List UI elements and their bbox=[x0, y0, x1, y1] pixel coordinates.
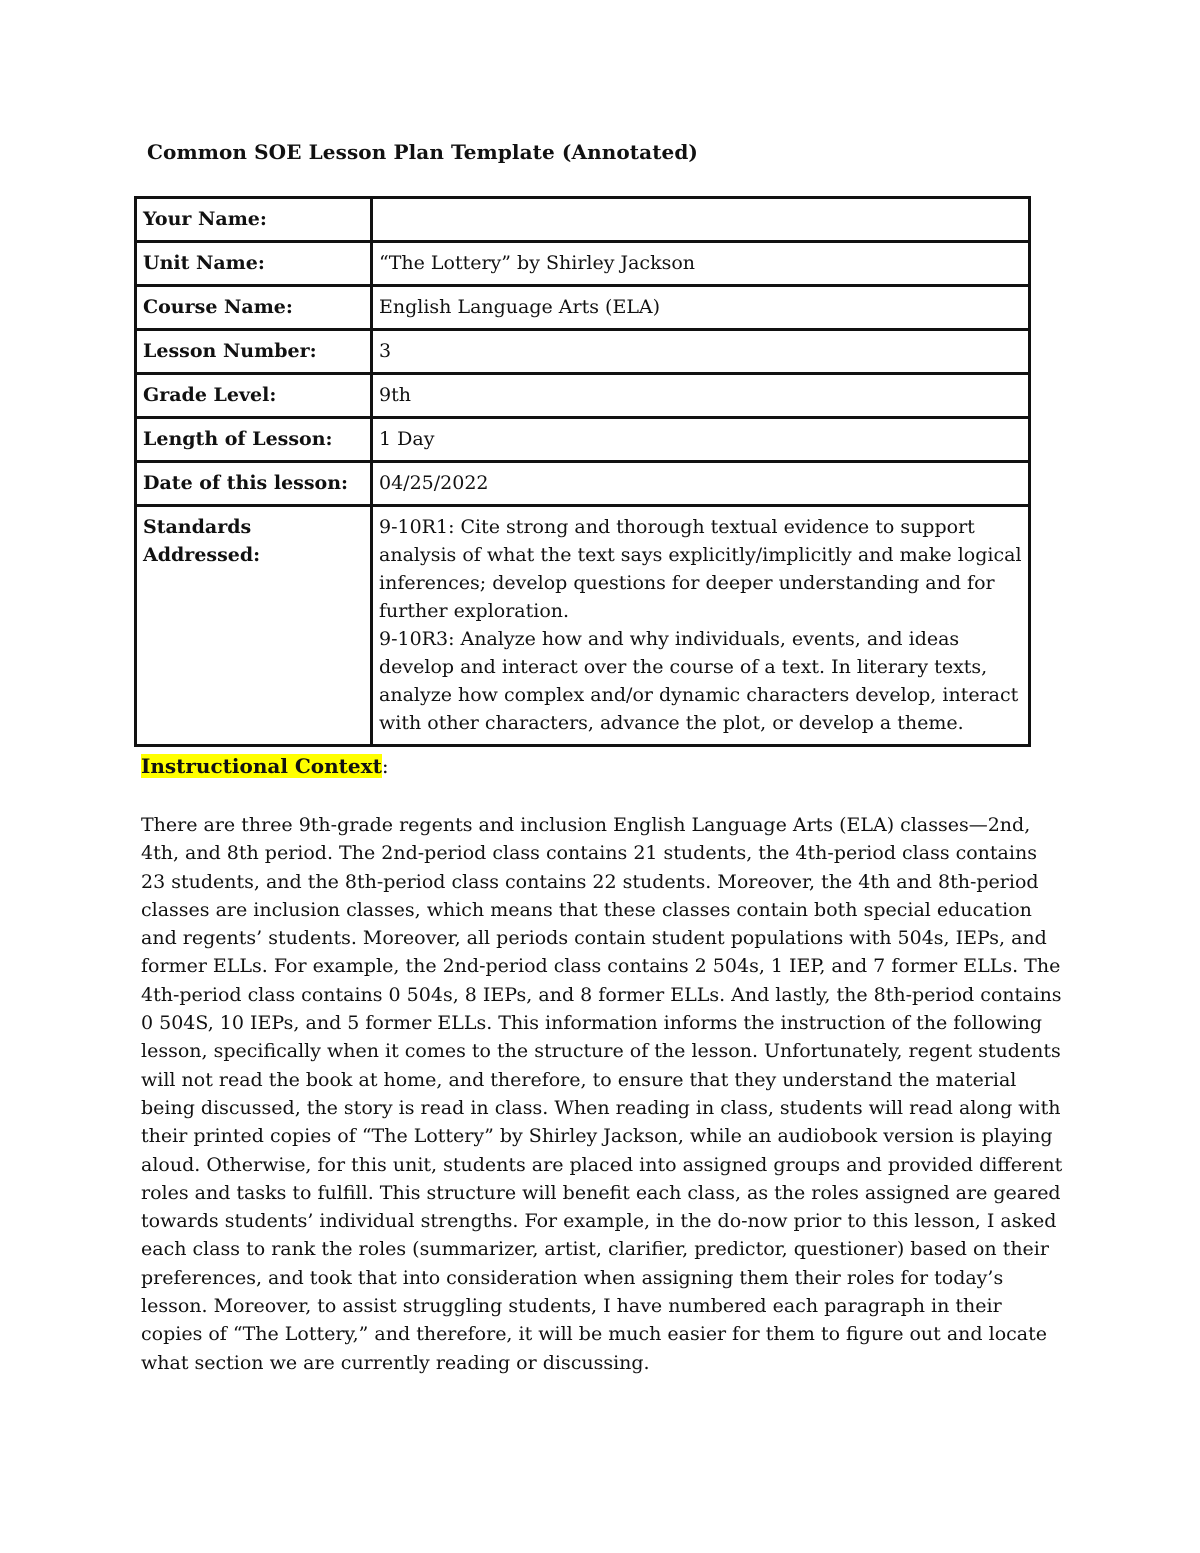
row-value-your-name bbox=[372, 198, 1030, 242]
standard-item-r1: 9-10R1: Cite strong and thorough textual evidence to support analysis of what the text says explicitly/implicitly and make logical inferences; develop questions for deeper understanding and for further exploration. bbox=[379, 516, 1022, 622]
heading-colon: : bbox=[381, 754, 389, 778]
instructional-context-heading bbox=[141, 754, 389, 778]
row-label-lesson-number: Lesson Number: bbox=[136, 330, 372, 374]
table-row-standards bbox=[136, 506, 1030, 746]
standard-item-r3: 9-10R3: Analyze how and why individuals, events, and ideas develop and interact over the course of a text. In literary texts, analyze how complex and/or dynamic characters develop, interact with other characters, advance the plot, or develop a theme. bbox=[379, 628, 1019, 734]
row-label-your-name: Your Name: bbox=[136, 198, 372, 242]
table-row-unit-name bbox=[136, 242, 1030, 286]
table-row-lesson-number bbox=[136, 330, 1030, 374]
row-label-grade-level: Grade Level: bbox=[136, 374, 372, 418]
document-title: Common SOE Lesson Plan Template (Annotated) bbox=[147, 140, 698, 164]
table-row-your-name bbox=[136, 198, 1030, 242]
row-label-course-name: Course Name: bbox=[136, 286, 372, 330]
row-value-date-of-lesson: 04/25/2022 bbox=[372, 462, 1030, 506]
row-value-unit-name: “The Lottery” by Shirley Jackson bbox=[372, 242, 1030, 286]
table-row-date-of-lesson bbox=[136, 462, 1030, 506]
table-row-grade-level bbox=[136, 374, 1030, 418]
table-row-course-name bbox=[136, 286, 1030, 330]
row-value-lesson-number: 3 bbox=[372, 330, 1030, 374]
highlighted-heading-text: Instructional Context bbox=[141, 754, 382, 778]
row-value-grade-level: 9th bbox=[372, 374, 1030, 418]
instructional-context-paragraph: There are three 9th-grade regents and inclusion English Language Arts (ELA) classes—2nd, 4th, and 8th period. The 2nd-period class contains 21 students, the 4th-period class contains 23 students, and the 8th-period class contains 22 students. Moreover, the 4th and 8th-period classes are inclusion classes, which means that these classes contain both special education and regents’ students. Moreover, all periods contain student populations with 504s, IEPs, and former ELLs. For example, the 2nd-period class contains 2 504s, 1 IEP, and 7 former ELLs. The 4th-period class contains 0 504s, 8 IEPs, and 8 former ELLs. And lastly, the 8th-period contains 0 504S, 10 IEPs, and 5 former ELLs. This information informs the instruction of the following lesson, specifically when it comes to the structure of the lesson. Unfortunately, regent students will not read the book at home, and therefore, to ensure that they understand the material being discussed, the story is read in class. When reading in class, students will read along with their printed copies of “The Lottery” by Shirley Jackson, while an audiobook version is playing aloud. Otherwise, for this unit, students are placed into assigned groups and provided different roles and tasks to fulfill. This structure will benefit each class, as the roles assigned are geared towards students’ individual strengths. For example, in the do-now prior to this lesson, I asked each class to rank the roles (summarizer, artist, clarifier, predictor, questioner) based on their preferences, and took that into consideration when assigning them their roles for today’s lesson. Moreover, to assist struggling students, I have numbered each paragraph in their copies of “The Lottery,” and therefore, it will be much easier for them to figure out and locate what section we are currently reading or discussing. bbox=[141, 814, 1063, 1374]
row-label-length-of-lesson: Length of Lesson: bbox=[136, 418, 372, 462]
table-row-length-of-lesson bbox=[136, 418, 1030, 462]
row-label-date-of-lesson: Date of this lesson: bbox=[136, 462, 372, 506]
row-label-standards: Standards Addressed: bbox=[136, 506, 372, 746]
row-value-course-name: English Language Arts (ELA) bbox=[372, 286, 1030, 330]
row-value-standards bbox=[372, 506, 1030, 746]
lesson-info-table bbox=[134, 196, 1031, 747]
row-label-unit-name: Unit Name: bbox=[136, 242, 372, 286]
row-value-length-of-lesson: 1 Day bbox=[372, 418, 1030, 462]
